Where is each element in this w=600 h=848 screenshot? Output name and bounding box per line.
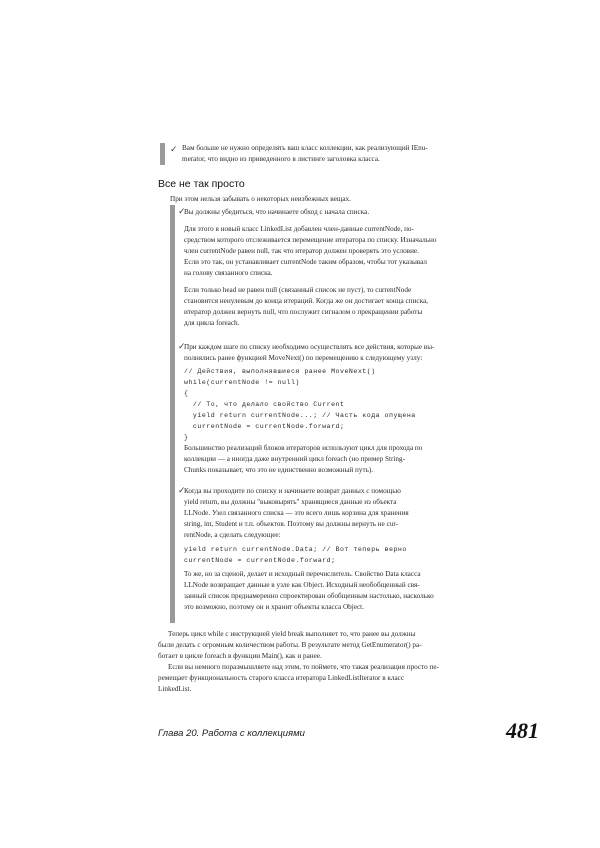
note-top [182,143,540,165]
text-line: Если это так, он устанавливает currentNode таким образом, чтобы тот указывал [184,258,427,266]
text-line: занный список преднамеренно спроектирован обобщенным настолько, насколько [184,592,434,600]
check-mark-icon: ✓ [178,486,186,496]
section-intro: При этом нельзя забывать о некоторых неизбежных вещах. [170,195,351,203]
text-line: То же, но за сценой, делает и исходный перечислитель. Свойство Data класса [184,570,421,578]
text-line: для цикла foreach. [184,319,240,327]
check-mark-icon: ✓ [178,207,186,217]
text-line: yield return, вы должны "выковырять" хранящиеся данные из объекта [184,498,397,506]
text-line: Если вы немного поразмышляете над этим, то поймете, что такая реализация просто пе- [168,663,439,671]
code-line: currentNode = currentNode.forward; [184,423,345,430]
text-line: были делать с огромным количеством работы. В результате метод GetEnumerator() ра- [158,641,422,649]
text-line: LLNode. Узел связанного списка — это всего лишь корзина для хранения [184,509,409,517]
text-line: rentNode, а сделать следующее: [184,531,281,539]
text-line: средством которого отслеживается перемещение итератора по списку. Изначально [184,236,437,244]
text-line: string, int, Student и т.п. объектов. Поэтому вы должны вернуть не cur- [184,520,399,528]
text-line: итератор должен вернуть null, что послужит сигналом о прекращении работы [184,308,423,316]
text-line: ремещает функциональность старого класса итератора LinkedListIterator в класс [158,674,405,682]
text-line: это возможно, поэтому он и хранит объекты класса Object. [184,603,364,611]
code-line: { [184,390,189,397]
item-lead: Вы должны убедиться, что начинаете обход с начала списка. [184,208,370,216]
code-block [184,544,542,566]
text-line: Для этого в новый класс LinkedList добавлен член-данные currentNode, по- [184,225,414,233]
text-line: полнялись ранее функцией MoveNext() по перемещению к следующему узлу: [184,354,423,362]
code-line: currentNode = currentNode.forward; [184,557,336,564]
list-side-bar [170,205,175,623]
item-third [184,486,542,613]
text-line: становится ненулевым до конца итераций. Когда же он достигает конца списка, [184,297,428,305]
text-line: Теперь цикл while с инструкцией yield break выполняет то, что ранее вы должны [168,630,416,638]
code-line: } [184,434,189,441]
note-line: merator, что видно из приведенного в листинге заголовка класса. [182,155,380,163]
text-line: Когда вы проходите по списку и начинаете возврат данных с помощью [184,487,401,495]
text-line: При каждом шаге по списку необходимо осуществлять все действия, которые вы- [184,343,435,351]
code-line: yield return currentNode.Data; // Вот теперь верно [184,546,407,553]
text-line: на голову связанного списка. [184,269,273,277]
chapter-title: Глава 20. Работа с коллекциями [158,728,305,739]
code-block [184,366,542,443]
check-mark-icon: ✓ [170,145,178,155]
text-line: Большинство реализаций блоков итераторов используют цикл для прохода по [184,444,423,452]
note-side-bar [160,143,165,165]
text-line: член currentNode равен null, так что итератор должен проверять это условие. [184,247,419,255]
item-first [184,207,542,329]
body-end [158,629,542,695]
note-line: Вам больше не нужно определять ваш класс коллекции, как реализующий IEnu- [182,144,428,152]
code-line: while(currentNode != null) [184,379,300,386]
text-line: Chunks показывает, что это не единственно возможный путь). [184,466,374,474]
page-number: 481 [506,718,539,743]
text-line: Если только head не равен null (связанный список не пуст), то currentNode [184,286,412,294]
section-heading: Все не так просто [158,178,245,190]
code-line: yield return currentNode...; // Часть кода опущена [184,412,416,419]
code-line: // Действия, выполнявшиеся ранее MoveNext() [184,368,376,375]
item-second [184,342,542,476]
check-mark-icon: ✓ [178,342,186,352]
text-line: LinkedList. [158,685,192,693]
text-line: LLNode возвращает данные в узле как Object. Исходный необобщенный свя- [184,581,420,589]
text-line: ботает в цикле foreach в функции Main(), как и ранее. [158,652,322,660]
text-line: коллекции — а иногда даже внутренний цикл foreach (но пример String- [184,455,405,463]
code-line: // То, что делало свойство Current [184,401,345,408]
